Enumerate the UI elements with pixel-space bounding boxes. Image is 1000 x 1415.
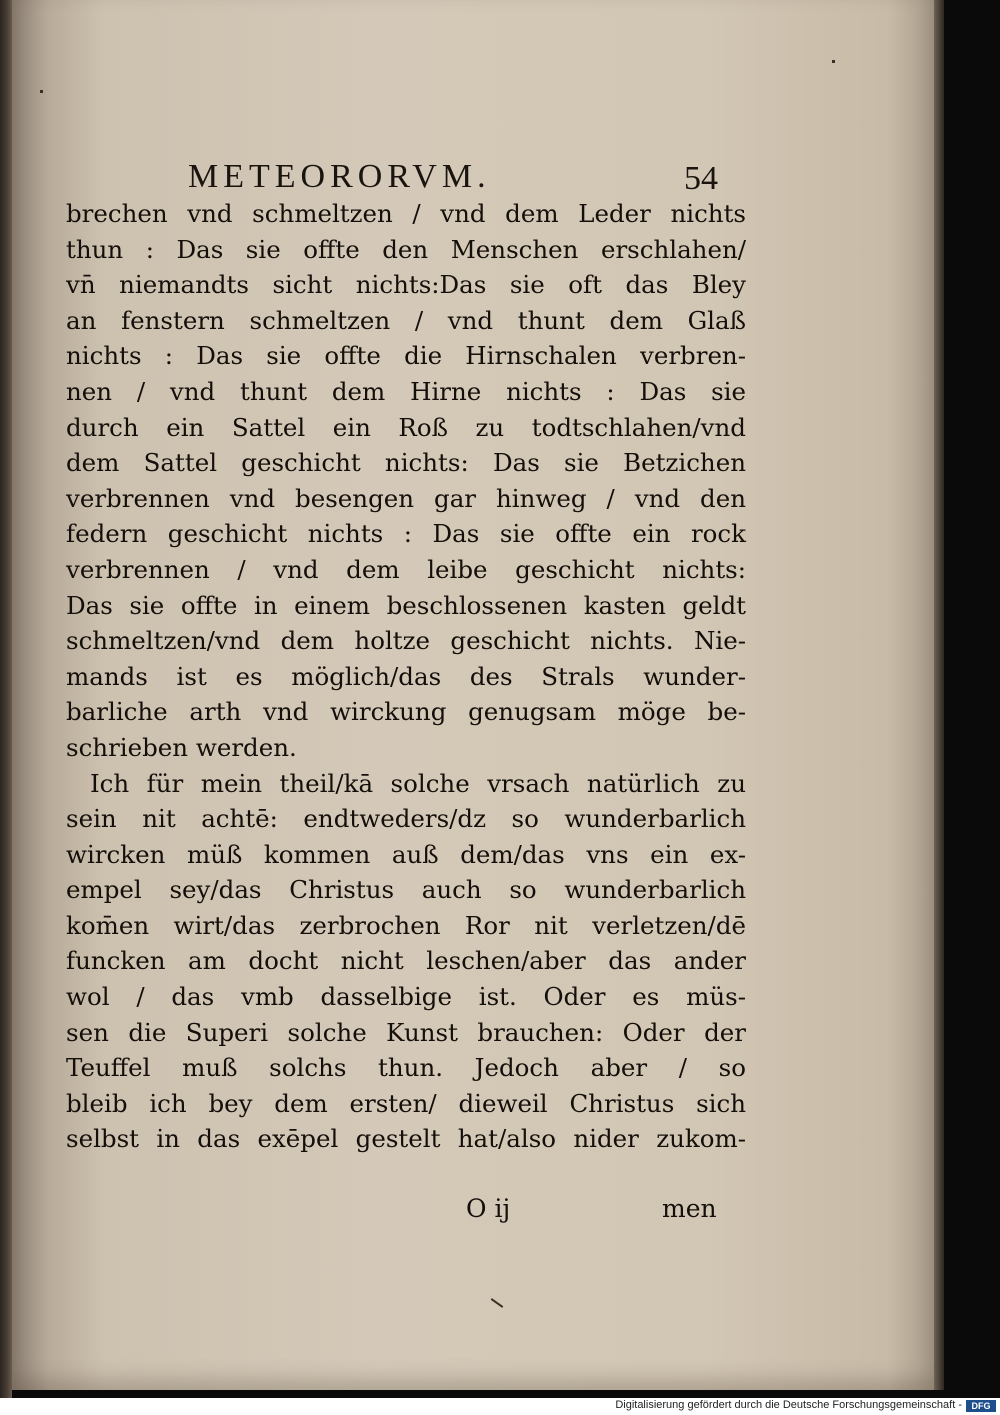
text-line: thun : Das sie offte den Menschen erschlahen/ xyxy=(66,234,746,264)
catchword: men xyxy=(662,1194,717,1223)
text-line: schrieben werden. xyxy=(66,732,297,762)
text-line: wol / das vmb dasselbige ist. Oder es müs- xyxy=(66,982,746,1012)
text-line: durch ein Sattel ein Roß zu todtschlahen/vnd xyxy=(66,412,746,442)
specks xyxy=(832,60,835,63)
book-spine-edge xyxy=(0,0,12,1398)
text-line: barliche arth vnd wirckung genugsam möge be- xyxy=(66,697,746,727)
text-line: selbst in das exēpel gestelt hat/also nider zukom- xyxy=(66,1124,746,1154)
specks xyxy=(491,1298,504,1308)
text-line: Teuffel muß solchs thun. Jedoch aber / so xyxy=(66,1053,746,1083)
body-text xyxy=(66,196,746,1157)
book-page xyxy=(12,0,934,1390)
digitization-notice: Digitalisierung gefördert durch die Deutsche Forschungsgemeinschaft - xyxy=(615,1399,962,1411)
page-footer xyxy=(12,1190,934,1230)
text-line: empel sey/das Christus auch so wunderbarlich xyxy=(66,875,746,905)
text-line: schmeltzen/vnd dem holtze geschicht nichts. Nie- xyxy=(66,626,746,656)
text-line: sen die Superi solche Kunst brauchen: Oder der xyxy=(66,1017,746,1047)
text-line: vn̄ niemandts sicht nichts:Das sie oft das Bley xyxy=(66,270,746,300)
page-number: 54 xyxy=(684,160,718,197)
text-line: mands ist es möglich/das des Strals wunder- xyxy=(66,661,746,691)
text-line: dem Sattel geschicht nichts: Das sie Betzichen xyxy=(66,448,746,478)
text-line: bleib ich bey dem ersten/ dieweil Christus sich xyxy=(66,1088,746,1118)
text-line: nichts : Das sie offte die Hirnschalen verbren- xyxy=(66,341,746,371)
text-line: sein nit achtē: endtweders/dz so wunderbarlich xyxy=(66,804,746,834)
page-header xyxy=(12,150,934,200)
text-line: nen / vnd thunt dem Hirne nichts : Das sie xyxy=(66,376,746,406)
text-line: Das sie offte in einem beschlossenen kasten geldt xyxy=(66,590,746,620)
digitization-footer xyxy=(0,1398,1000,1415)
text-line: verbrennen vnd besengen gar hinweg / vnd den xyxy=(66,483,746,513)
dfg-logo: DFG xyxy=(966,1400,996,1412)
text-line: brechen vnd schmeltzen / vnd dem Leder nichts xyxy=(66,199,746,228)
page-edge-shadow xyxy=(934,0,944,1390)
text-line: wircken müß kommen auß dem/das vns ein ex- xyxy=(66,839,746,869)
text-line: verbrennen / vnd dem leibe geschicht nichts: xyxy=(66,554,746,584)
specks xyxy=(40,90,43,93)
running-title: METEORORVM. xyxy=(188,158,491,195)
signature-mark: O ij xyxy=(466,1194,511,1223)
text-line: kom̄en wirt/das zerbrochen Ror nit verletzen/dē xyxy=(66,910,746,940)
text-line: funcken am docht nicht leschen/aber das ander xyxy=(66,946,746,976)
text-line: Ich für mein theil/kā solche vrsach natürlich zu xyxy=(90,768,746,798)
text-line: federn geschicht nichts : Das sie offte ein rock xyxy=(66,519,746,549)
text-line: an fenstern schmeltzen / vnd thunt dem Glaß xyxy=(66,305,746,335)
